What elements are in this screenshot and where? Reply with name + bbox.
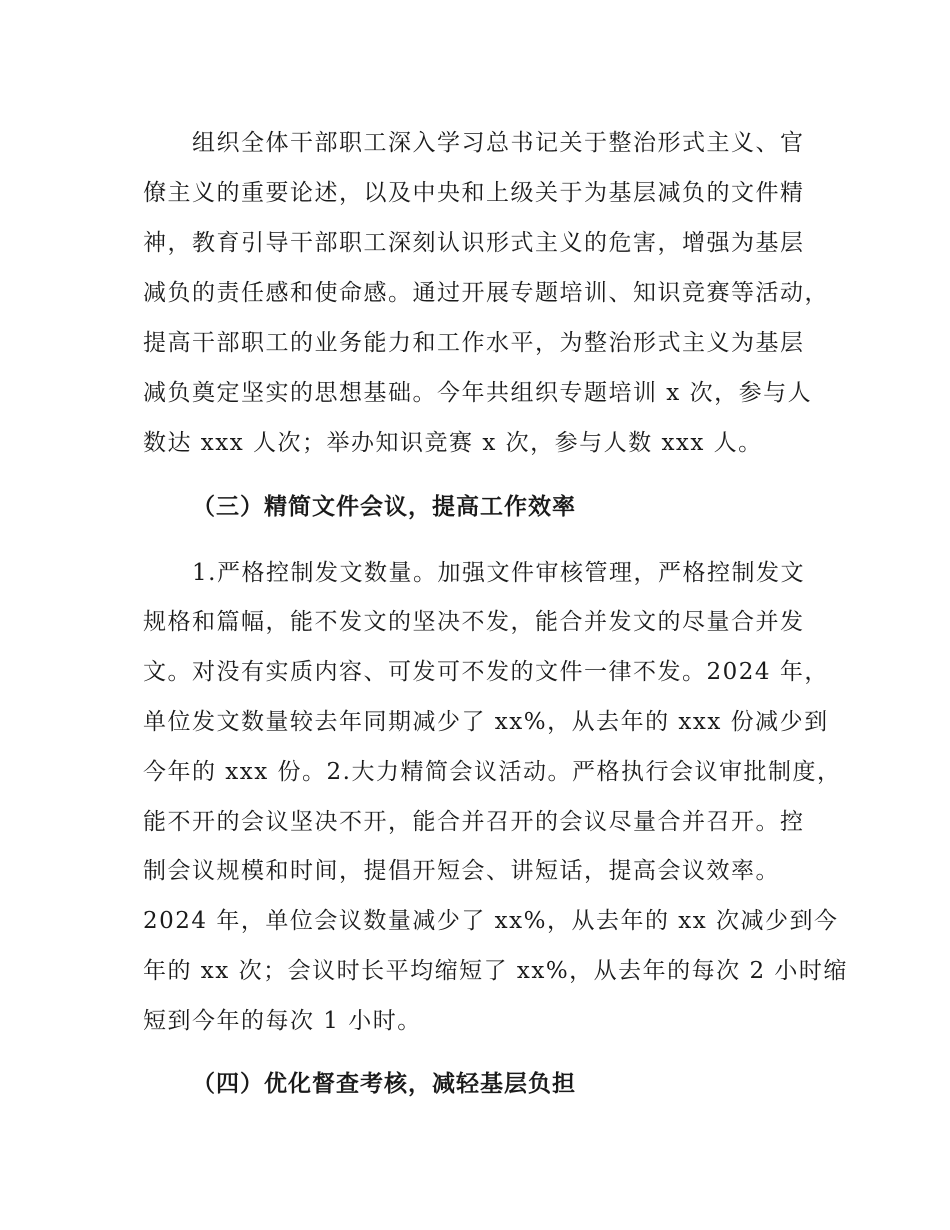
paragraph-line: 单位发文数量较去年同期减少了 xx%，从去年的 xxx 份减少到	[143, 709, 829, 735]
paragraph-line: 提高干部职工的业务能力和工作水平，为整治形式主义为基层	[143, 330, 805, 356]
paragraph-line: 减负奠定坚实的思想基础。今年共组织专题培训 x 次，参与人	[143, 380, 813, 406]
paragraph-line: 2024 年，单位会议数量减少了 xx%，从去年的 xx 次减少到今	[143, 908, 839, 934]
paragraph-line: 文。对没有实质内容、可发可不发的文件一律不发。2024 年，	[143, 659, 829, 685]
section-heading-3: （三）精简文件会议，提高工作效率	[192, 494, 576, 520]
paragraph-line: 数达 xxx 人次；举办知识竞赛 x 次，参与人数 xxx 人。	[143, 430, 763, 456]
paragraph-line: 僚主义的重要论述，以及中央和上级关于为基层减负的文件精	[143, 180, 805, 206]
paragraph-line: 今年的 xxx 份。2.大力精简会议活动。严格执行会议审批制度，	[143, 759, 842, 785]
paragraph-line: 规格和篇幅，能不发文的坚决不发，能合并发文的尽量合并发	[143, 609, 805, 635]
paragraph-line: 神，教育引导干部职工深刻认识形式主义的危害，增强为基层	[143, 230, 805, 256]
section-heading-4: （四）优化督查考核，减轻基层负担	[192, 1071, 576, 1097]
paragraph-line: 制会议规模和时间，提倡开短会、讲短话，提高会议效率。	[143, 858, 780, 884]
paragraph-line: 1.严格控制发文数量。加强文件审核管理，严格控制发文	[192, 560, 805, 586]
paragraph-line: 能不开的会议坚决不开，能合并召开的会议尽量合并召开。控	[143, 809, 805, 835]
paragraph-line: 年的 xx 次；会议时长平均缩短了 xx%，从去年的每次 2 小时缩	[143, 958, 848, 984]
paragraph-line: 组织全体干部职工深入学习总书记关于整治形式主义、官	[192, 130, 805, 156]
paragraph-line: 短到今年的每次 1 小时。	[143, 1008, 422, 1034]
paragraph-line: 减负的责任感和使命感。通过开展专题培训、知识竞赛等活动，	[143, 280, 829, 306]
